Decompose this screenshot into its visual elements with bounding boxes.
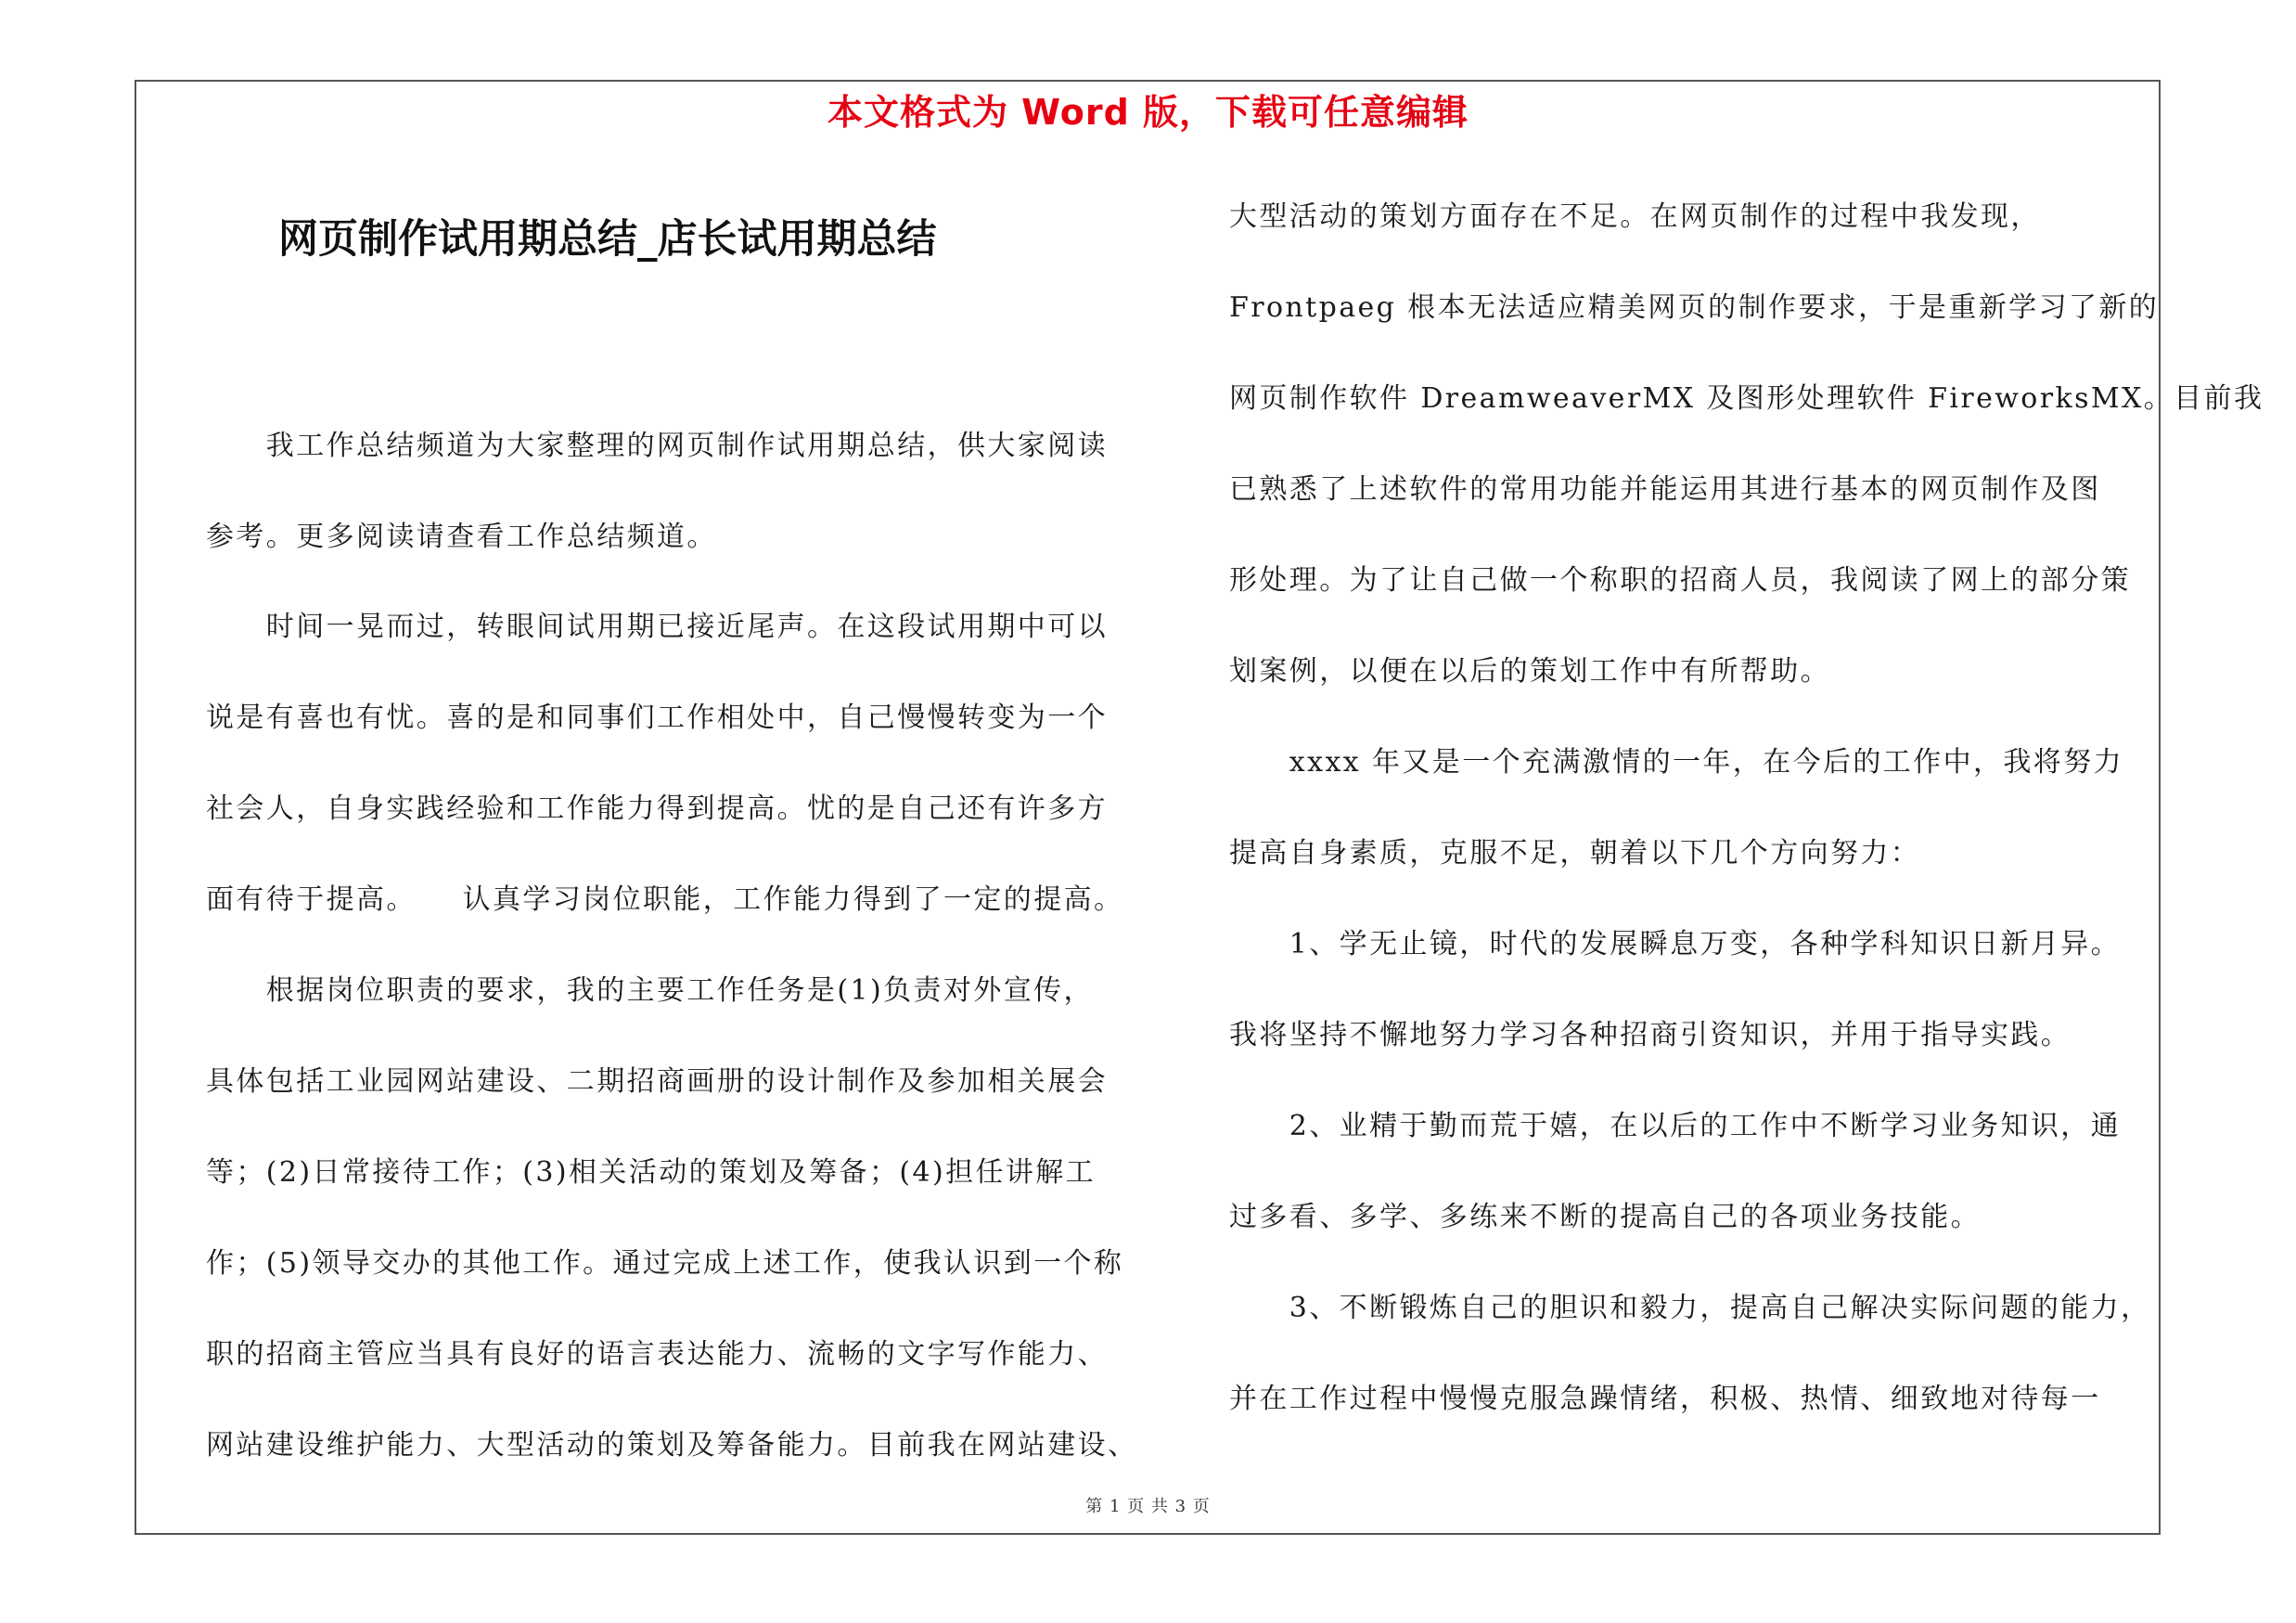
document-title: 网页制作试用期总结_店长试用期总结 [278,216,937,263]
text-line: 参考。更多阅读请查看工作总结频道。 [206,521,717,553]
text-line: Frontpaeg 根本无法适应精美网页的制作要求，于是重新学习了新的 [1229,291,2160,324]
text-line: 3、不断锻炼自己的胆识和毅力，提高自己解决实际问题的能力， [1229,1292,2151,1324]
text-line: 时间一晃而过，转眼间试用期已接近尾声。在这段试用期中可以 [206,611,1108,643]
text-line: 提高自身素质，克服不足，朝着以下几个方向努力： [1229,837,1921,869]
text-line: 形处理。为了让自己做一个称职的招商人员，我阅读了网上的部分策 [1229,564,2131,597]
format-banner: 本文格式为 Word 版，下载可任意编辑 [827,92,1469,133]
text-line: xxxx 年又是一个充满激情的一年，在今后的工作中，我将努力 [1229,746,2124,779]
text-line: 划案例，以便在以后的策划工作中有所帮助。 [1229,655,1830,688]
text-line: 已熟悉了上述软件的常用功能并能运用其进行基本的网页制作及图 [1229,473,2101,506]
text-line: 2、业精于勤而荒于嬉，在以后的工作中不断学习业务知识，通 [1229,1110,2122,1142]
page-number-footer: 第 1 页 共 3 页 [1085,1497,1211,1516]
text-line: 大型活动的策划方面存在不足。在网页制作的过程中我发现， [1229,200,2041,233]
text-line: 根据岗位职责的要求，我的主要工作任务是(1)负责对外宣传， [206,974,1094,1007]
text-line: 面有待于提高。 认真学习岗位职能，工作能力得到了一定的提高。 [206,883,1124,916]
text-line: 网页制作软件 DreamweaverMX 及图形处理软件 FireworksMX。目前我 [1229,382,2264,415]
text-line: 1、学无止镜，时代的发展瞬息万变，各种学科知识日新月异。 [1229,928,2122,960]
text-line: 等；(2)日常接待工作；(3)相关活动的策划及筹备；(4)担任讲解工 [206,1156,1097,1189]
text-line: 作；(5)领导交办的其他工作。通过完成上述工作，使我认识到一个称 [206,1247,1124,1280]
text-line: 职的招商主管应当具有良好的语言表达能力、流畅的文字写作能力、 [206,1338,1108,1371]
text-line: 我将坚持不懈地努力学习各种招商引资知识，并用于指导实践。 [1229,1019,2072,1051]
text-line: 社会人，自身实践经验和工作能力得到提高。忧的是自己还有许多方 [206,792,1108,825]
text-line: 网站建设维护能力、大型活动的策划及筹备能力。目前我在网站建设、 [206,1429,1138,1462]
text-line: 并在工作过程中慢慢克服急躁情绪，积极、热情、细致地对待每一 [1229,1383,2101,1415]
text-line: 过多看、多学、多练来不断的提高自己的各项业务技能。 [1229,1201,1981,1233]
text-line: 说是有喜也有忧。喜的是和同事们工作相处中，自己慢慢转变为一个 [206,702,1108,734]
text-line: 具体包括工业园网站建设、二期招商画册的设计制作及参加相关展会 [206,1065,1108,1098]
text-line: 我工作总结频道为大家整理的网页制作试用期总结，供大家阅读 [206,430,1108,462]
